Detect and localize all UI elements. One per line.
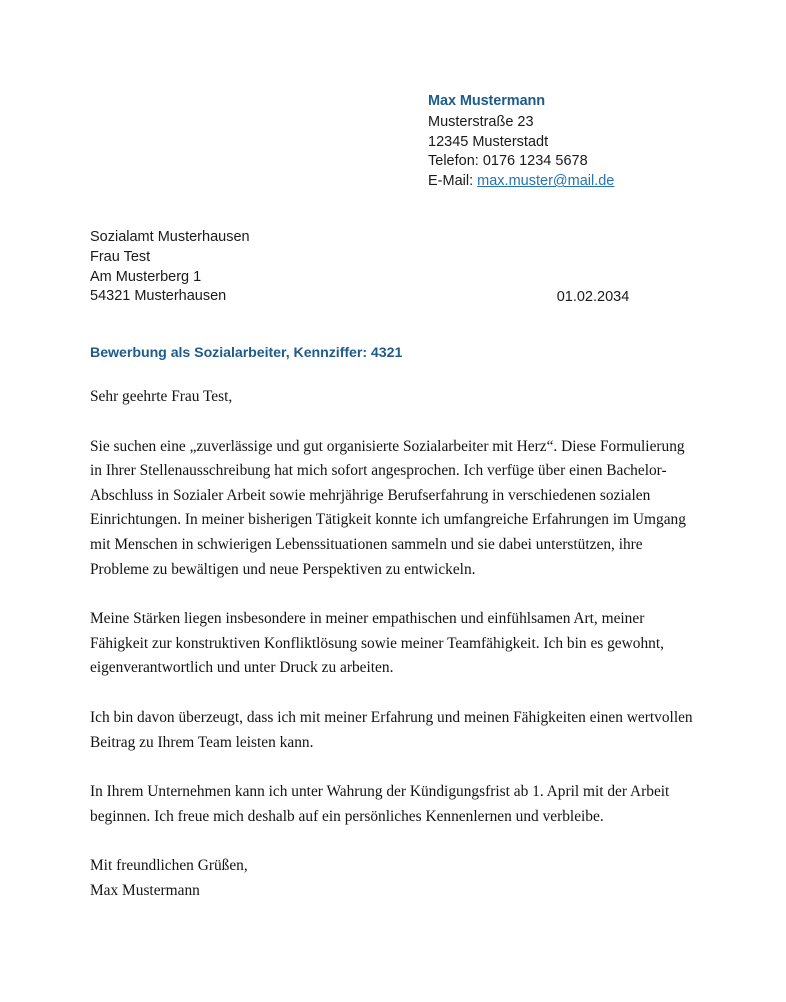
recipient-address-block [90,228,250,307]
recipient-street: Am Musterberg 1 [90,268,202,285]
letter-paragraph-2: Meine Stärken liegen insbesondere in meiner empathischen und einfühlsamen Art, meiner Fähigkeit zur konstruktiven Konfliktlösung sowie meiner Teamfähigkeit. Ich bin es gewohnt, eigenverantwortlich und unter Druck zu arbeiten. [90,610,664,677]
sender-phone: Telefon: 0176 1234 5678 [428,153,588,170]
closing-signature: Max Mustermann [90,881,200,899]
letter-body [90,385,696,904]
recipient-city: 54321 Musterhausen [90,288,227,305]
letter-salutation: Sehr geehrte Frau Test, [90,388,233,405]
recipient-organization: Sozialamt Musterhausen [90,229,250,245]
sender-name: Max Mustermann [428,93,546,109]
sender-address-block [428,92,614,192]
sender-street: Musterstraße 23 [428,113,534,130]
letter-date: 01.02.2034 [556,289,630,305]
sender-city: 12345 Musterstadt [428,133,549,150]
sender-email-label: E-Mail: [428,173,474,190]
closing-greeting: Mit freundlichen Grüßen, [90,857,248,875]
letter-paragraph-1: Sie suchen eine „zuverlässige und gut organisierte Sozialarbeiter mit Herz“. Diese Formulierung in Ihrer Stellenausschreibung hat mich sofort angesprochen. Ich verfüge über einen Bachelor-Abschluss in Sozialer Arbeit sowie mehrjährige Berufserfahrung in verschiedenen sozialen Einrichtungen. In meiner bisherigen Tätigkeit konnte ich umfangreiche Erfahrungen im Umgang mit Menschen in schwierigen Lebenssituationen sammeln und sie dabei unterstützen, ihre Probleme zu bewältigen und neue Perspektiven zu entwickeln. [90,437,686,578]
letter-paragraph-4: In Ihrem Unternehmen kann ich unter Wahrung der Kündigungsfrist ab 1. April mit der Arbeit beginnen. Ich freue mich deshalb auf ein persönliches Kennenlernen und verbleibe. [90,783,670,825]
sender-email-link[interactable]: max.muster@mail.de [477,173,615,190]
letter-closing [90,854,696,903]
recipient-contact: Frau Test [90,248,151,265]
letter-paragraph-3: Ich bin davon überzeugt, dass ich mit meiner Erfahrung und meinen Fähigkeiten einen wertvollen Beitrag zu Ihrem Team leisten kann. [90,708,693,751]
letter-subject: Bewerbung als Sozialarbeiter, Kennziffer: 4321 [90,345,403,361]
sender-email-line [428,172,614,192]
